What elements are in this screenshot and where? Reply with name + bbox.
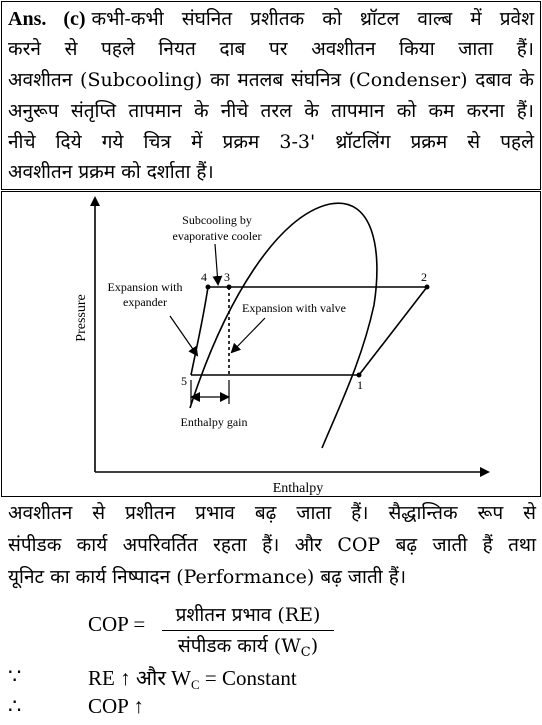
subcooling-leader — [215, 244, 218, 284]
therefore-statement: COP ↑ — [88, 694, 144, 718]
therefore-symbol: ∴ — [8, 694, 22, 718]
explanation-line-2: संपीडक कार्य अपरिवर्तित रहता हैं। और COP बढ़ जाती हैं तथा — [8, 534, 536, 556]
point-label-4: 4 — [201, 270, 207, 284]
point-label-5: 5 — [181, 374, 187, 388]
answer-line-3: अवशीतन (Subcooling) का मतलब संघनित्र (Condenser) दबाव के — [8, 69, 534, 91]
point-3-marker — [227, 285, 232, 290]
valve-leader — [232, 318, 265, 352]
answer-line-2: करने से पहले नियत दाब पर अवशीतन किया जाता हैं। — [8, 38, 534, 60]
point-label-1: 1 — [357, 378, 363, 392]
expander-line — [191, 287, 208, 375]
because-subscript: C — [190, 677, 200, 692]
formula-denominator — [162, 633, 334, 666]
answer-label: Ans. (c) — [8, 8, 86, 30]
subcooling-label-2: evaporative cooler — [172, 229, 262, 243]
denominator-subscript: C — [300, 645, 311, 660]
expander-leader — [170, 316, 197, 355]
point-label-2: 2 — [421, 270, 427, 284]
denominator-text: संपीडक कार्य (W — [177, 635, 301, 657]
point-label-3: 3 — [224, 270, 230, 284]
because-constant: = Constant — [199, 666, 297, 690]
enthalpy-gain-label: Enthalpy gain — [180, 415, 248, 429]
point-4-marker — [206, 285, 211, 290]
point-1-marker — [357, 373, 362, 378]
expander-label-1: Expansion with — [107, 280, 183, 294]
formula-lhs: COP = — [88, 612, 146, 636]
fraction-bar — [162, 630, 334, 631]
x-axis-label: Enthalpy — [272, 481, 324, 496]
answer-line-6: अवशीतन प्रक्रम को दर्शाता हैं। — [8, 161, 214, 183]
because-statement — [88, 664, 297, 693]
subcooling-label-1: Subcooling by — [182, 213, 252, 227]
formula-fraction — [162, 602, 334, 666]
compression-line — [359, 287, 427, 375]
y-axis-label: Pressure — [74, 294, 89, 342]
because-symbol: ∵ — [8, 664, 22, 688]
explanation-line-1: अवशीतन से प्रशीतन प्रभाव बढ़ जाता हैं। सैद्धान्तिक रूप से — [8, 502, 536, 524]
answer-line-5: नीचे दिये गये चित्र में प्रक्रम 3-3' थ्रॉटलिंग प्रक्रम से पहले — [8, 131, 534, 153]
answer-line-4: अनुरूप संतृप्ति तापमान के नीचे तरल के तापमान को कम करना हैं। — [8, 100, 534, 122]
answer-line-1-text: कभी-कभी संघनित प्रशीतक को थ्रॉटल वाल्ब में प्रवेश — [91, 8, 534, 30]
explanation-line-3: यूनिट का कार्य निष्पादन (Performance) बढ़ जाती हैं। — [8, 566, 407, 588]
expander-label-2: expander — [123, 295, 167, 309]
because-text: RE ↑ और W — [88, 666, 191, 690]
formula-numerator: प्रशीतन प्रभाव (RE) — [175, 604, 321, 626]
point-2-marker — [425, 285, 430, 290]
valve-label: Expansion with valve — [242, 301, 346, 315]
denominator-close: ) — [310, 635, 319, 657]
